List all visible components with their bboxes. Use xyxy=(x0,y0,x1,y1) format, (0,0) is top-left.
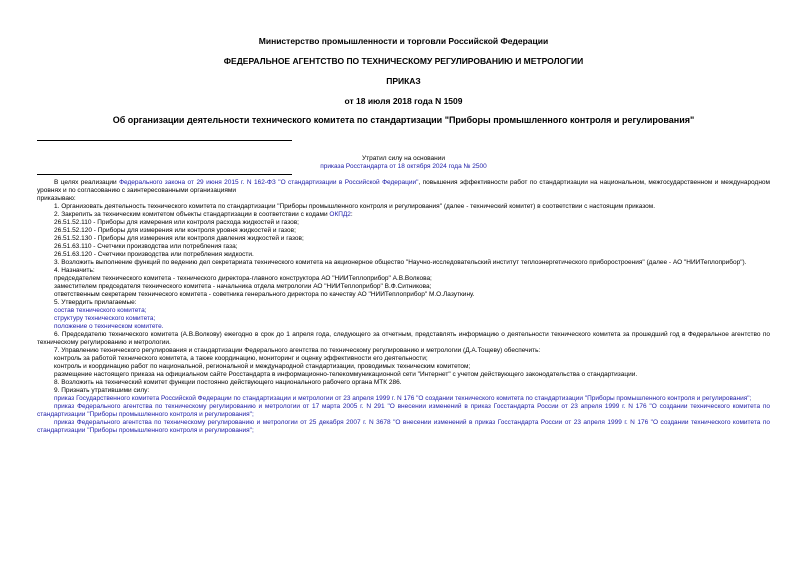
orders-line: приказываю: xyxy=(37,195,76,202)
agency-name: ФЕДЕРАЛЬНОЕ АГЕНТСТВО ПО ТЕХНИЧЕСКОМУ РЕГУЛИРОВАНИЮ И МЕТРОЛОГИИ xyxy=(223,56,584,66)
lost-force-link[interactable]: приказа Росстандарта от 18 октября 2024 года № 2500 xyxy=(320,163,487,170)
document-date-number: от 18 июля 2018 года N 1509 xyxy=(344,96,463,106)
repealed-item xyxy=(37,403,770,419)
clause-4: 4. Назначить: xyxy=(54,267,95,274)
lost-force-note: Утратил силу на основании xyxy=(361,155,446,162)
divider-bottom xyxy=(37,174,292,175)
okpd2-link[interactable]: ОКПД2 xyxy=(329,211,351,218)
intro-paragraph: В целях реализации Федерального закона от 29 июня 2015 г. N 162-ФЗ "О стандартизации в Российской Федерации", повышения эффективности работ по стандартизации на национальном, межгосударственном и международном уровнях и по согласованию с заинтересованными организациями xyxy=(37,179,770,194)
document-body xyxy=(37,179,770,435)
code-item: 26.51.52.130 - Приборы для измерения или контроля давления жидкостей и газов; xyxy=(54,235,304,242)
code-item: 26.51.63.120 - Счетчики производства или потребления жидкости. xyxy=(54,251,254,258)
code-item: 26.51.52.120 - Приборы для измерения или контроля уровня жидкостей и газов; xyxy=(54,227,296,234)
clause-7-item: размещение настоящего приказа на официальном сайте Росстандарта в информационно-телекоммуникационной сети "Интернет" с учетом действующего законодательства о стандартизации. xyxy=(54,371,638,378)
appointment-item: председателем технического комитета - технического директора-главного конструктора АО "НИИТеплоприбор" А.В.Волкова; xyxy=(54,275,432,282)
appointment-item: заместителем председателя технического комитета - начальника отдела метрологии АО "НИИТеплоприбор" В.Ф.Ситникова; xyxy=(54,283,432,290)
appointment-item: ответственным секретарем технического комитета - советника генерального директора по качеству АО "НИИТеплоприбор" М.О.Лазуткину. xyxy=(54,291,475,298)
repealed-item xyxy=(37,395,770,403)
clause-5: 5. Утвердить прилагаемые: xyxy=(54,299,137,306)
committee-regulation-link[interactable]: положение о техническом комитете. xyxy=(54,323,164,330)
approved-item xyxy=(37,307,770,315)
approved-item xyxy=(37,315,770,323)
repealed-order-link[interactable]: приказ Федерального агентства по техническому регулированию и метрологии от 17 марта 2005 г. N 291 "О внесении изменений в приказ Госстандарта России от 23 апреля 1999 г. N 176 "О создании технического комитета по стандартизации "Приборы промышленного контроля и регулирования"; xyxy=(37,403,770,418)
clause-8: 8. Возложить на технический комитет функции постоянно действующего национального рабочего органа МТК 286. xyxy=(54,379,402,386)
code-item: 26.51.52.110 - Приборы для измерения или контроля расхода жидкостей и газов; xyxy=(54,219,299,226)
document-type: ПРИКАЗ xyxy=(386,76,421,86)
repealed-order-link[interactable]: приказ Федерального агентства по техническому регулированию и метрологии от 25 декабря 2007 г. N 3678 "О внесении изменений в приказ Госстандарта России от 23 апреля 1999 г. N 176 "О создании технического комитета по стандартизации "Приборы промышленного контроля и регулирования"; xyxy=(37,419,770,434)
document-title: Об организации деятельности технического комитета по стандартизации "Приборы промышленного контроля и регулирования" xyxy=(112,115,695,125)
divider-top xyxy=(37,140,292,141)
clause-9: 9. Признать утратившими силу: xyxy=(54,387,150,394)
federal-law-link[interactable]: Федерального закона от 29 июня 2015 г. N 162-ФЗ "О стандартизации в Российской Федерации" xyxy=(119,179,419,186)
code-item: 26.51.63.110 - Счетчики производства или потребления газа; xyxy=(54,243,238,250)
clause-6: 6. Председателю технического комитета (А.В.Волкову) ежегодно в срок до 1 апреля года, следующего за отчетным, представлять информацию о деятельности технического комитета за прошедший год в Федеральное агентство по техническому регулированию и метрологии. xyxy=(37,331,770,346)
committee-structure-link[interactable]: структуру технического комитета; xyxy=(54,315,156,322)
clause-7-item: контроль и координацию работ по национальной, региональной и международной стандартизации, проводимых техническим комитетом; xyxy=(54,363,471,370)
repealed-item xyxy=(37,419,770,435)
clause-2: 2. Закрепить за техническим комитетом объекты стандартизации в соответствии с кодами ОКПД2: xyxy=(54,211,353,218)
committee-composition-link[interactable]: состав технического комитета; xyxy=(54,307,147,314)
clause-3: 3. Возложить выполнение функций по ведению дел секретариата технического комитета на акционерное общество "Научно-исследовательский институт теплоэнергетического приборостроения" (далее - АО "НИИТеплоприбор"). xyxy=(54,259,747,266)
clause-1: 1. Организовать деятельность технического комитета по стандартизации "Приборы промышленного контроля и регулирования" (далее - технический комитет) в соответствии с настоящим приказом. xyxy=(54,203,656,210)
clause-7-item: контроль за работой технического комитета, а также координацию, мониторинг и оценку эффективности его деятельности; xyxy=(54,355,428,362)
approved-item xyxy=(37,323,770,331)
ministry-name: Министерство промышленности и торговли Российской Федерации xyxy=(258,36,549,46)
repealed-order-link[interactable]: приказ Государственного комитета Российской Федерации по стандартизации и метрологии от 23 апреля 1999 г. N 176 "О создании технического комитета по стандартизации "Приборы промышленного контроля и регулирования"; xyxy=(54,395,752,402)
clause-7: 7. Управлению технического регулирования и стандартизации Федерального агентства по техническому регулированию и метрологии (Д.А.Тощеву) обеспечить: xyxy=(54,347,541,354)
